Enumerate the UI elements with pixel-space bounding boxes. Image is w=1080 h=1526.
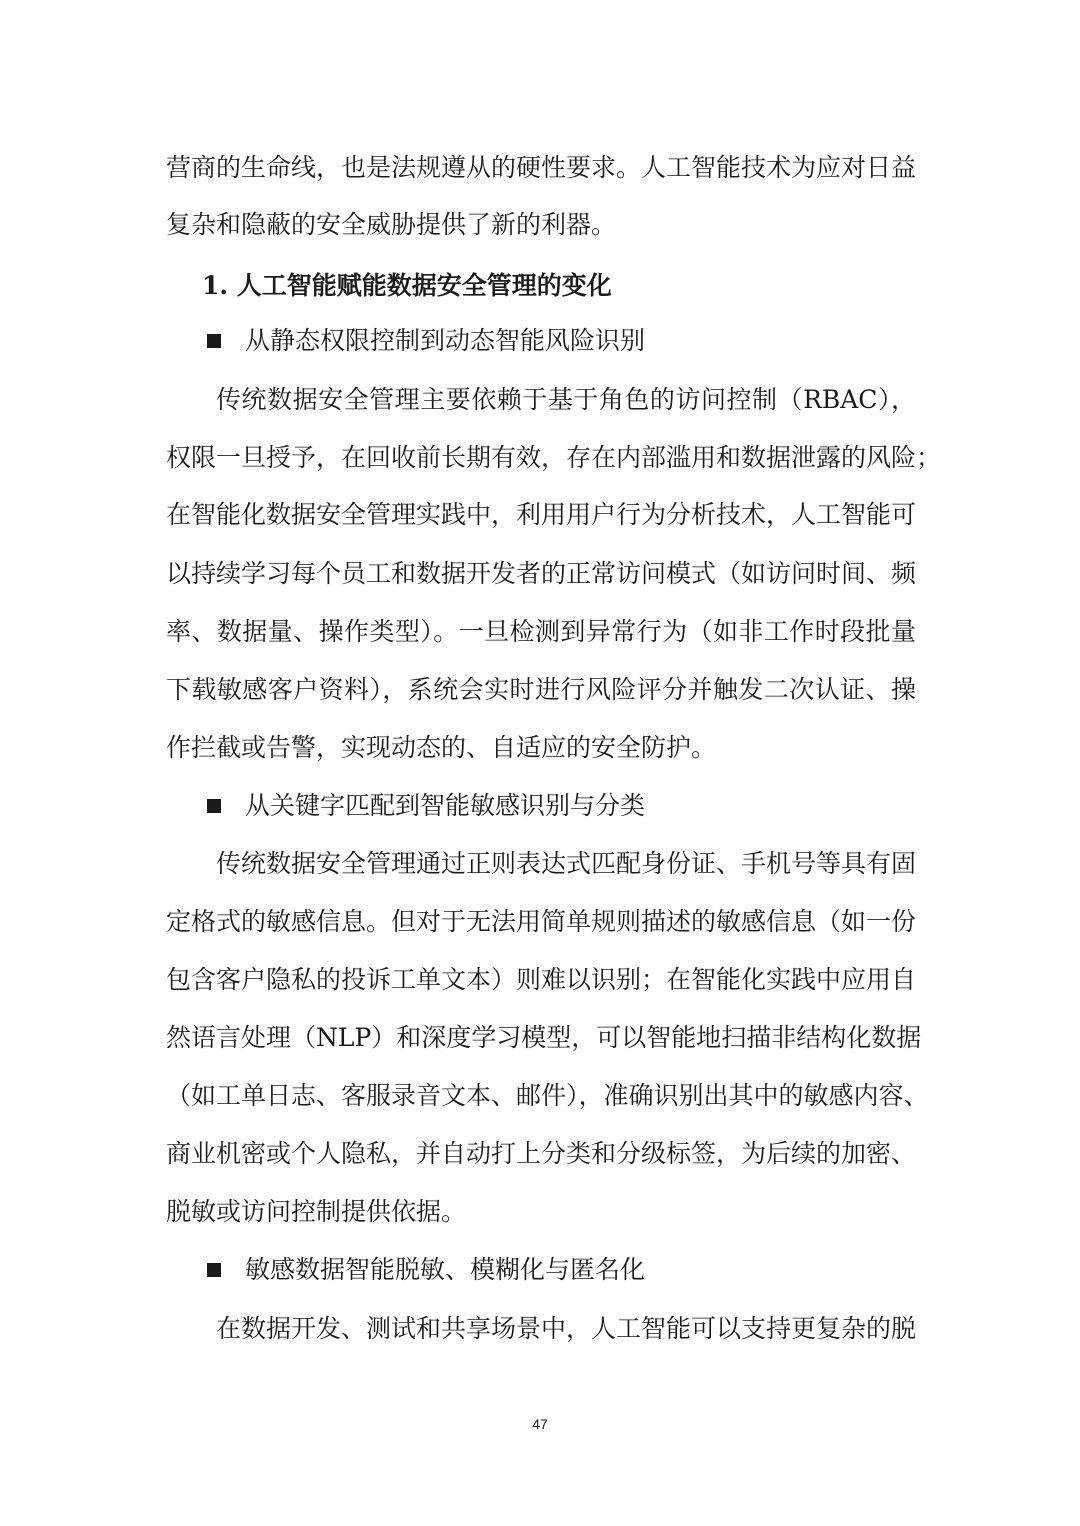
bullet-item: [207, 319, 645, 363]
paragraph-line: 在智能化数据安全管理实践中，利用用户行为分析技术，人工智能可: [166, 500, 917, 529]
paragraph-line: 脱敏或访问控制提供依据。: [166, 1197, 467, 1226]
bullet-item: [207, 784, 645, 828]
paragraph-line: 作拦截或告警，实现动态的、自适应的安全防护。: [166, 733, 717, 762]
square-bullet-icon: [207, 334, 221, 348]
paragraph-line: 传统数据安全管理通过正则表达式匹配身份证、手机号等具有固: [216, 849, 917, 878]
square-bullet-icon: [207, 1263, 221, 1277]
paragraph-line: 复杂和隐蔽的安全威胁提供了新的利器。: [166, 210, 617, 239]
bullet-label: 敏感数据智能脱敏、模糊化与匿名化: [245, 1255, 646, 1284]
paragraph-line: 以持续学习每个员工和数据开发者的正常访问模式（如访问时间、频: [166, 559, 917, 588]
paragraph-line: （如工单日志、客服录音文本、邮件），准确识别出其中的敏感内容、: [166, 1081, 929, 1110]
paragraph-line: 包含客户隐私的投诉工单文本）则难以识别；在智能化实践中应用自: [166, 965, 917, 994]
paragraph-line: 在数据开发、测试和共享场景中，人工智能可以支持更复杂的脱: [216, 1314, 917, 1343]
bullet-label: 从静态权限控制到动态智能风险识别: [245, 326, 646, 355]
bullet-label: 从关键字匹配到智能敏感识别与分类: [245, 791, 646, 820]
paragraph-line: 营商的生命线，也是法规遵从的硬性要求。人工智能技术为应对日益: [166, 153, 917, 182]
paragraph-line: 率、数据量、操作类型）。一旦检测到异常行为（如非工作时段批量: [166, 617, 916, 646]
square-bullet-icon: [207, 799, 221, 813]
paragraph-line: 然语言处理（NLP）和深度学习模型，可以智能地扫描非结构化数据: [166, 1023, 922, 1052]
paragraph-line: 定格式的敏感信息。但对于无法用简单规则描述的敏感信息（如一份: [166, 907, 917, 936]
paragraph-line: 权限一旦授予，在回收前长期有效，存在内部滥用和数据泄露的风险；: [166, 443, 942, 472]
page-number: 47: [532, 1416, 548, 1432]
paragraph-line: 下载敏感客户资料），系统会实时进行风险评分并触发二次认证、操: [166, 675, 916, 704]
section-heading: 1. 人工智能赋能数据安全管理的变化: [202, 271, 612, 300]
paragraph-line: 商业机密或个人隐私，并自动打上分类和分级标签，为后续的加密、: [166, 1139, 917, 1168]
bullet-item: [207, 1248, 645, 1292]
paragraph-line: 传统数据安全管理主要依赖于基于角色的访问控制（RBAC），: [216, 385, 916, 414]
